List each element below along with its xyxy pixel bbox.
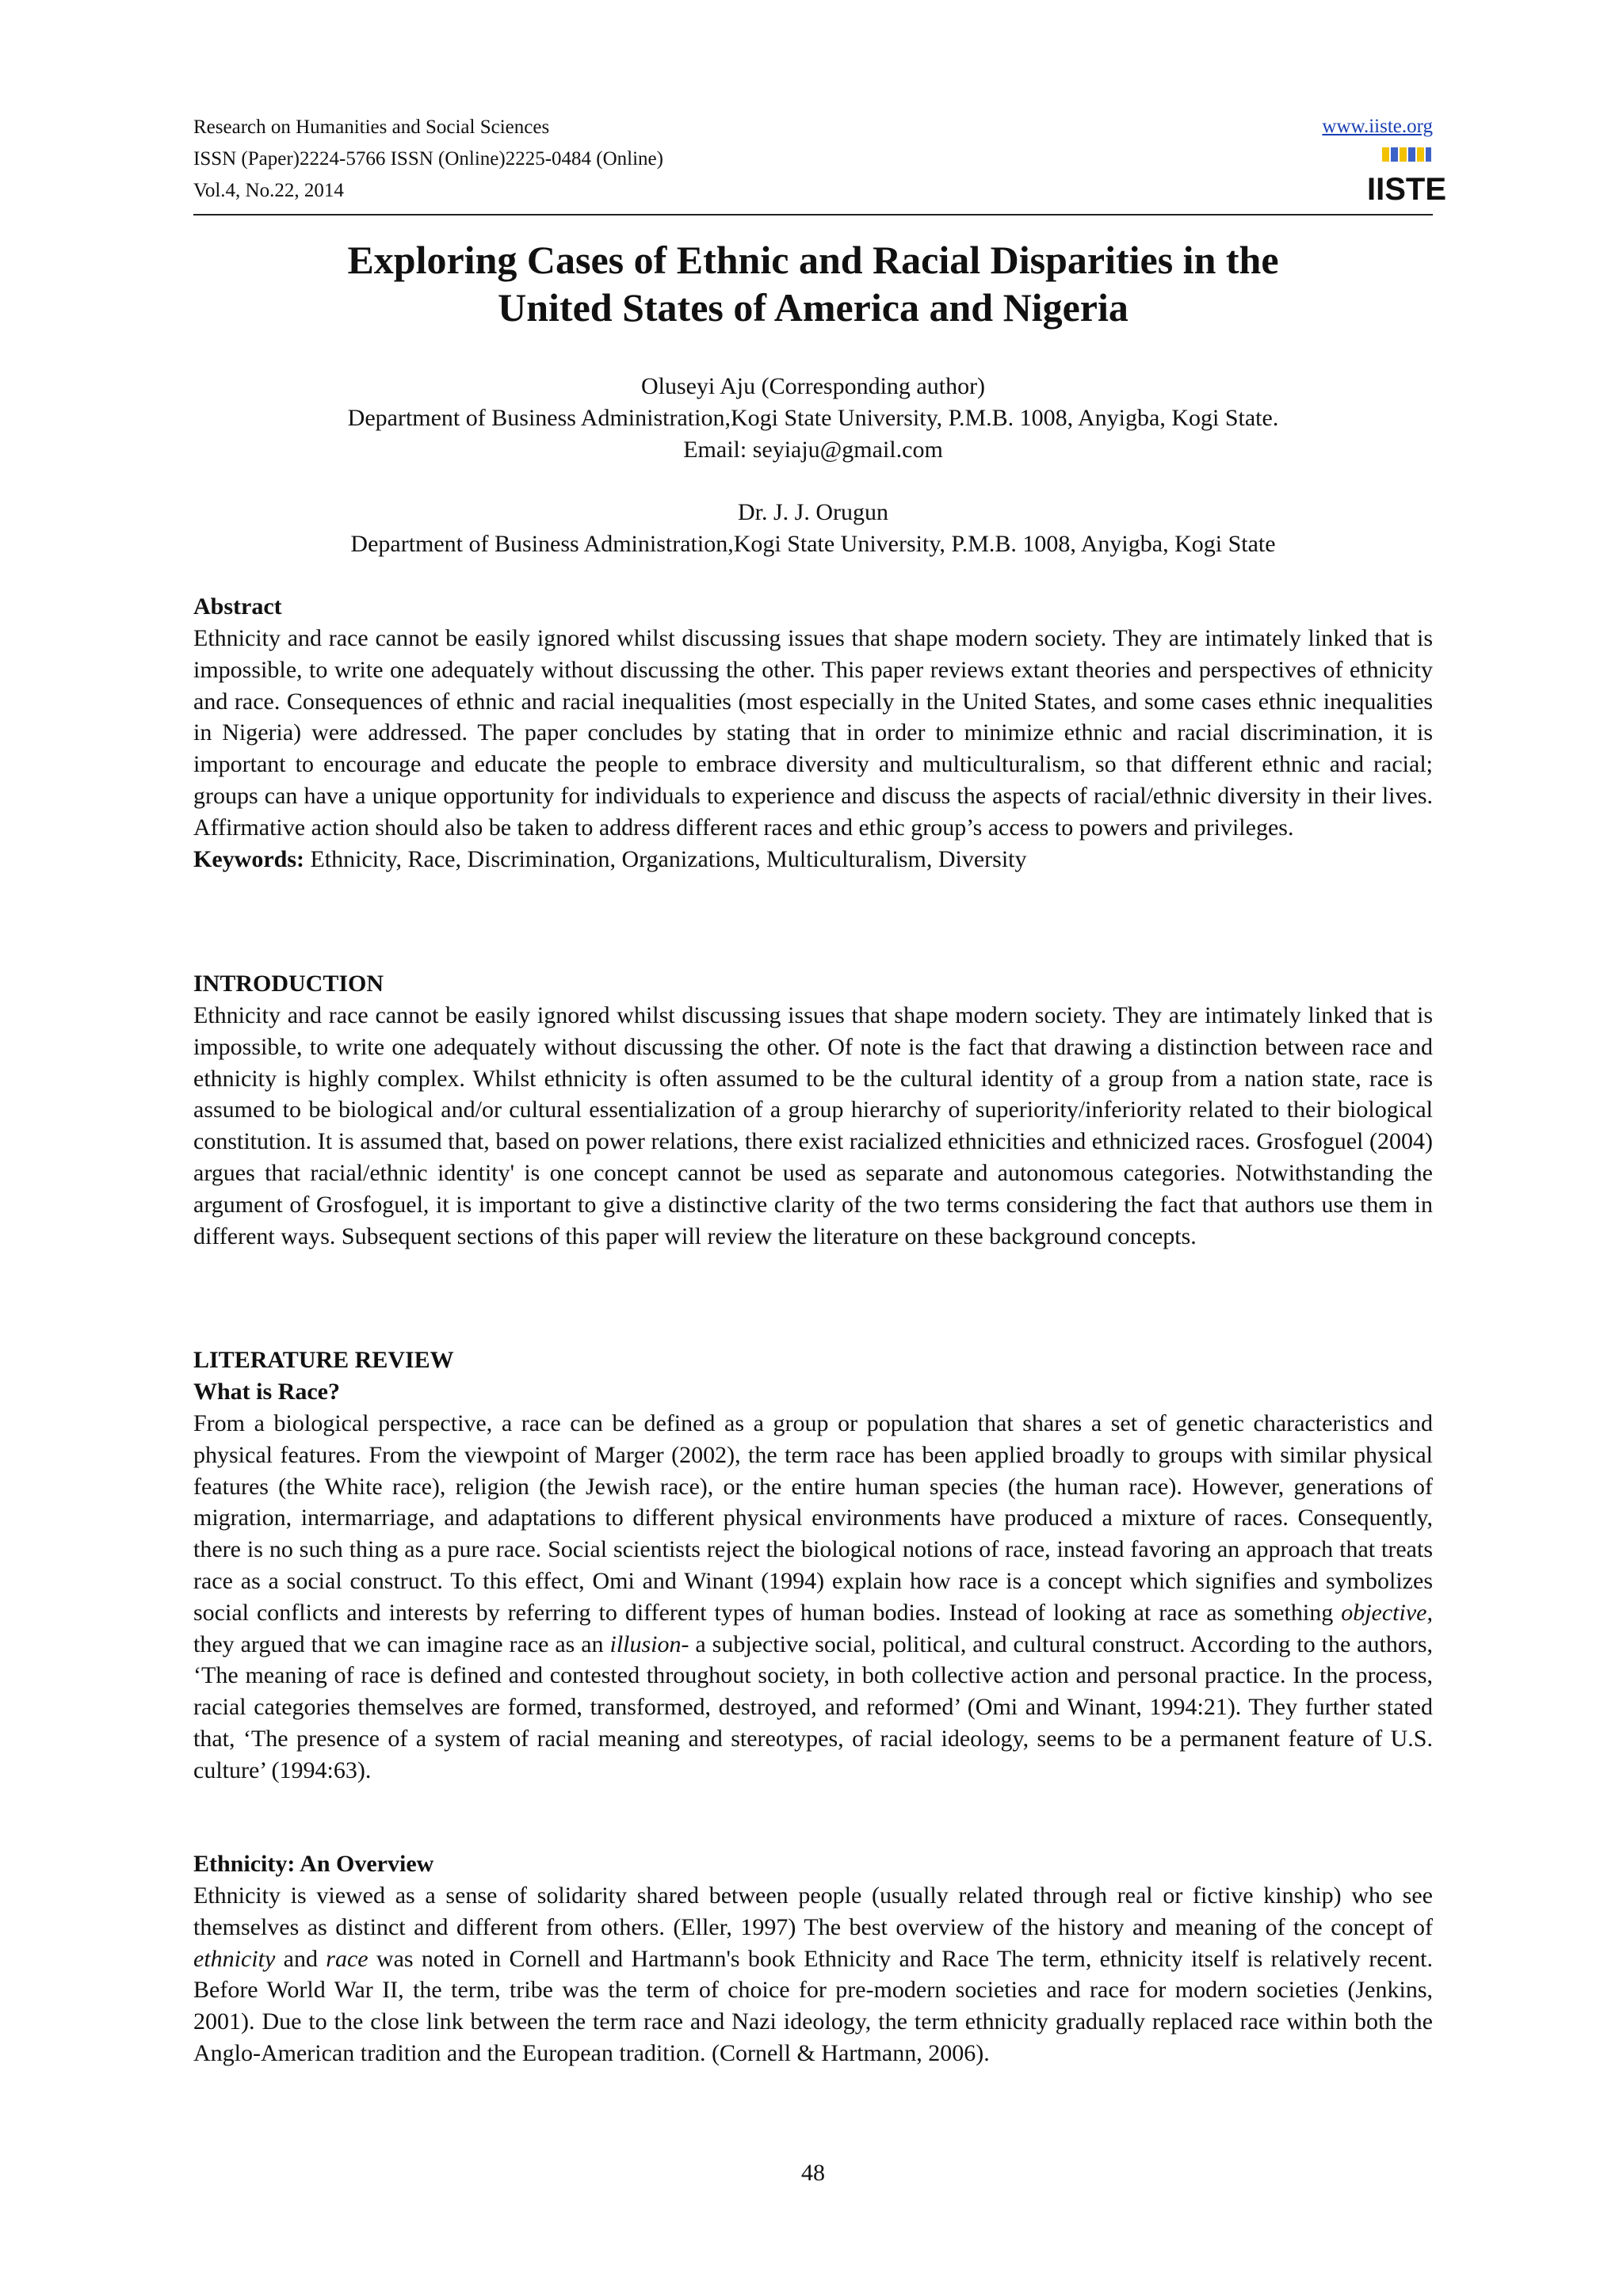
keywords-list: Ethnicity, Race, Discrimination, Organizations, Multiculturalism, Diversity	[304, 845, 1027, 872]
what-is-race-heading: What is Race?	[193, 1379, 340, 1405]
journal-header	[193, 113, 1447, 215]
page-number: 48	[801, 2160, 825, 2186]
keywords-label: Keywords:	[193, 845, 304, 872]
literature-review-section	[193, 1344, 1433, 1787]
race-text: From a biological perspective, a race can be defined as a group or population that shares a set of genetic characteristics and physical features. From the viewpoint of Marger (2002), the term race has been applied broadly to groups with similar physical features (the White race), religion (the Jewish race), or the entire human species (the human race). However, generations of migration, intermarriage, and adaptations to different physical environments have produced a mixture of races. Consequently, there is no such thing as a pure race. Social scientists reject the biological notions of race, instead favoring an approach that treats race as a social construct. To this effect, Omi and Winant (1994) explain how race is a concept which signifies and symbolizes social conflicts and interests by referring to different types of human bodies. Instead of looking at race as something objective, they argued that we can imagine race as an illusion- a subjective social, political, and cultural construct. According to the authors, ‘The meaning of race is defined and contested throughout society, in both collective action and personal practice. In the process, racial categories themselves are formed, transformed, destroyed, and reformed’ (Omi and Winant, 1994:21). They further stated that, ‘The presence of a system of racial meaning and stereotypes, of racial ideology, seems to be a permanent feature of U.S. culture’ (1994:63).	[193, 1410, 1433, 1783]
author-1-email: Email: seyiaju@gmail.com	[683, 437, 943, 463]
author-2-affiliation: Department of Business Administration,Kogi State University, P.M.B. 1008, Anyigba, Kogi State	[350, 531, 1276, 557]
ethnicity-heading: Ethnicity: An Overview	[193, 1851, 434, 1877]
ethnicity-text: Ethnicity is viewed as a sense of solidarity shared between people (usually related through real or fictive kinship) who see themselves as distinct and different from others. (Eller, 1997) The best overview of the history and meaning of the concept of ethnicity and race was noted in Cornell and Hartmann's book Ethnicity and Race The term, ethnicity itself is relatively recent. Before World War II, the term, tribe was the term of choice for pre-modern societies and race for modern societies (Jenkins, 2001). Due to the close link between the term race and Nazi ideology, the term ethnicity gradually replaced race within both the Anglo-American tradition and the European tradition. (Cornell & Hartmann, 2006).	[193, 1882, 1433, 2066]
abstract-section	[193, 591, 1433, 875]
introduction-heading: INTRODUCTION	[193, 971, 384, 997]
keywords-line	[193, 844, 1433, 875]
author-1-affiliation: Department of Business Administration,Kogi State University, P.M.B. 1008, Anyigba, Kogi State.	[347, 405, 1279, 431]
journal-url-link[interactable]: www.iiste.org	[1322, 116, 1433, 137]
introduction-text: Ethnicity and race cannot be easily ignored whilst discussing issues that shape modern society. They are intimately linked that is impossible, to write one adequately without discussing the other. Of note is the fact that drawing a distinction between race and ethnicity is highly complex. Whilst ethnicity is often assumed to be the cultural identity of a group from a nation state, race is assumed to be biological and/or cultural essentialization of a group hierarchy of superiority/inferiority related to their biological constitution. It is assumed that, based on power relations, there exist racialized ethnicities and ethnicized races. Grosfoguel (2004) argues that racial/ethnic identity' is one concept cannot be used as separate and autonomous categories. Notwithstanding the argument of Grosfoguel, it is important to give a distinctive clarity of the two terms considering the fact that authors use them in different ways. Subsequent sections of this paper will review the literature on these background concepts.	[193, 1002, 1433, 1249]
volume-line: Vol.4, No.22, 2014	[193, 180, 344, 201]
abstract-heading: Abstract	[193, 593, 282, 620]
ethnicity-section	[193, 1848, 1433, 2069]
paper-title	[193, 236, 1433, 331]
logo-wordmark: IISTE	[1366, 172, 1447, 207]
title-line-1: Exploring Cases of Ethnic and Racial Disparities in the	[347, 238, 1279, 282]
issn-line: ISSN (Paper)2224-5766 ISSN (Online)2225-0484 (Online)	[193, 148, 663, 170]
introduction-section	[193, 968, 1433, 1252]
author-2-name: Dr. J. J. Orugun	[737, 499, 888, 525]
literature-review-heading: LITERATURE REVIEW	[193, 1347, 454, 1373]
author-1-block	[193, 371, 1433, 466]
abstract-text: Ethnicity and race cannot be easily ignored whilst discussing issues that shape modern society. They are intimately linked that is impossible, to write one adequately without discussing the other. This paper reviews extant theories and perspectives of ethnicity and race. Consequences of ethnic and racial inequalities (most especially in the United States, and some cases ethnic inequalities in Nigeria) were addressed. The paper concludes by stating that in order to minimize ethnic and racial discrimination, it is important to encourage and educate the people to embrace diversity and multiculturalism, so that different ethnic and racial; groups can have a unique opportunity for individuals to experience and discuss the aspects of racial/ethnic diversity in their lives. Affirmative action should also be taken to address different races and ethic group’s access to powers and privileges.	[193, 625, 1433, 841]
journal-name: Research on Humanities and Social Sciences	[193, 116, 550, 138]
author-1-name: Oluseyi Aju (Corresponding author)	[640, 373, 986, 399]
author-2-block	[193, 497, 1433, 560]
iiste-logo	[1366, 146, 1447, 207]
title-line-2: United States of America and Nigeria	[498, 285, 1128, 330]
